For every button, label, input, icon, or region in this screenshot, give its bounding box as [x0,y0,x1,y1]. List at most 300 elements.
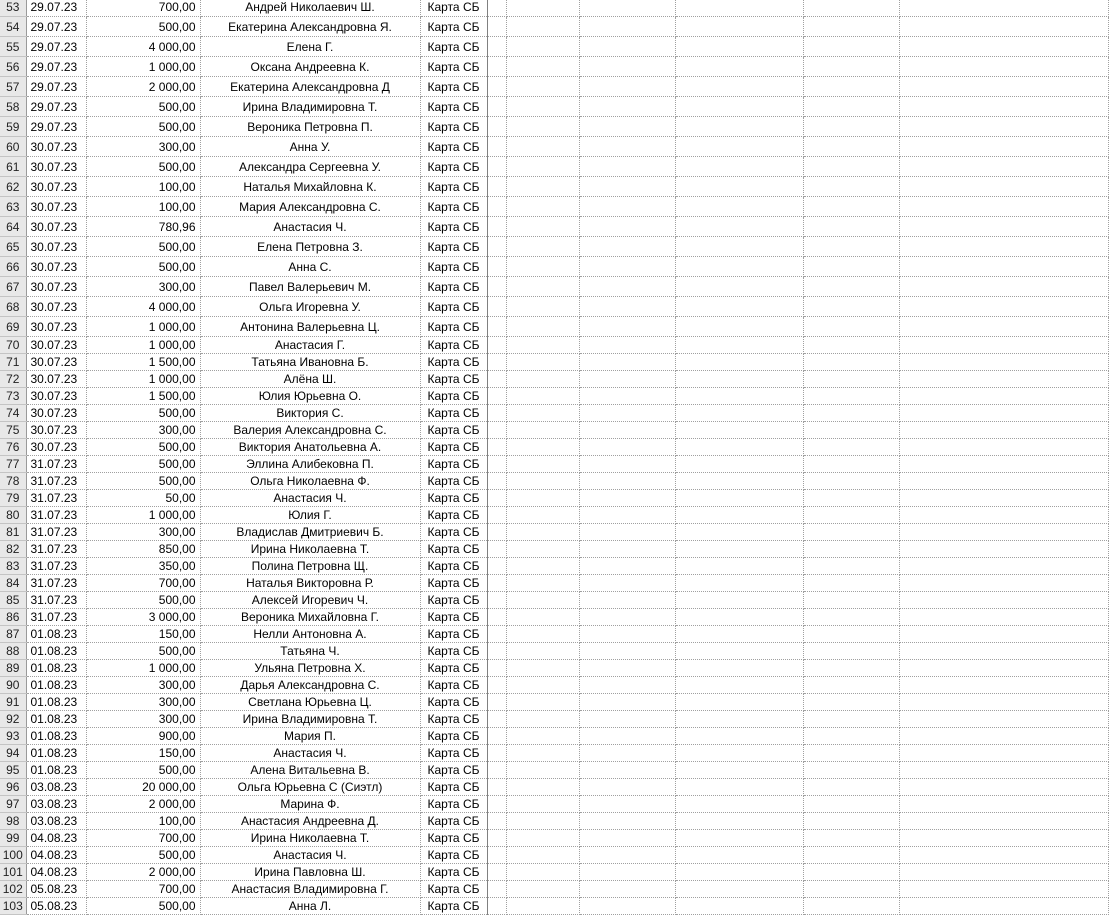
empty-cell[interactable] [506,388,579,405]
empty-cell[interactable] [487,490,506,507]
cell-date[interactable]: 30.07.23 [26,277,86,297]
empty-cell[interactable] [506,779,579,796]
empty-cell[interactable] [579,490,675,507]
empty-cell[interactable] [506,592,579,609]
empty-cell[interactable] [675,473,803,490]
row-header[interactable]: 55 [0,37,26,57]
cell-donor-name[interactable]: Нелли Антоновна А. [200,626,420,643]
empty-cell[interactable] [675,57,803,77]
cell-payment-method[interactable]: Карта СБ [420,422,487,439]
empty-cell[interactable] [899,197,1108,217]
empty-cell[interactable] [506,643,579,660]
cell-date[interactable]: 05.08.23 [26,898,86,915]
empty-cell[interactable] [579,117,675,137]
empty-cell[interactable] [899,157,1108,177]
cell-donor-name[interactable]: Анастасия Ч. [200,745,420,762]
cell-payment-method[interactable]: Карта СБ [420,405,487,422]
row-header[interactable]: 74 [0,405,26,422]
empty-cell[interactable] [579,237,675,257]
empty-cell[interactable] [899,0,1108,17]
empty-cell[interactable] [899,490,1108,507]
cell-amount[interactable]: 500,00 [86,405,200,422]
empty-cell[interactable] [803,439,899,456]
cell-donor-name[interactable]: Валерия Александровна С. [200,422,420,439]
empty-cell[interactable] [675,97,803,117]
empty-cell[interactable] [506,864,579,881]
cell-donor-name[interactable]: Анна С. [200,257,420,277]
empty-cell[interactable] [899,57,1108,77]
empty-cell[interactable] [579,898,675,915]
cell-date[interactable]: 01.08.23 [26,677,86,694]
cell-payment-method[interactable]: Карта СБ [420,541,487,558]
cell-date[interactable]: 30.07.23 [26,157,86,177]
empty-cell[interactable] [899,388,1108,405]
cell-date[interactable]: 30.07.23 [26,197,86,217]
cell-date[interactable]: 30.07.23 [26,354,86,371]
cell-donor-name[interactable]: Владислав Дмитриевич Б. [200,524,420,541]
row-header[interactable]: 58 [0,97,26,117]
cell-amount[interactable]: 500,00 [86,456,200,473]
cell-amount[interactable]: 1 000,00 [86,660,200,677]
empty-cell[interactable] [675,847,803,864]
empty-cell[interactable] [487,456,506,473]
empty-cell[interactable] [803,660,899,677]
row-header[interactable]: 73 [0,388,26,405]
cell-payment-method[interactable]: Карта СБ [420,490,487,507]
empty-cell[interactable] [506,762,579,779]
cell-amount[interactable]: 500,00 [86,237,200,257]
empty-cell[interactable] [675,197,803,217]
empty-cell[interactable] [899,847,1108,864]
empty-cell[interactable] [675,317,803,337]
cell-payment-method[interactable]: Карта СБ [420,0,487,17]
empty-cell[interactable] [579,575,675,592]
empty-cell[interactable] [487,277,506,297]
empty-cell[interactable] [487,337,506,354]
empty-cell[interactable] [487,898,506,915]
cell-amount[interactable]: 850,00 [86,541,200,558]
cell-payment-method[interactable]: Карта СБ [420,317,487,337]
empty-cell[interactable] [803,813,899,830]
cell-amount[interactable]: 100,00 [86,813,200,830]
empty-cell[interactable] [899,297,1108,317]
empty-cell[interactable] [675,37,803,57]
cell-payment-method[interactable]: Карта СБ [420,371,487,388]
empty-cell[interactable] [803,898,899,915]
empty-cell[interactable] [506,137,579,157]
empty-cell[interactable] [579,728,675,745]
empty-cell[interactable] [506,197,579,217]
empty-cell[interactable] [803,779,899,796]
cell-donor-name[interactable]: Екатерина Александровна Я. [200,17,420,37]
empty-cell[interactable] [675,257,803,277]
cell-amount[interactable]: 4 000,00 [86,37,200,57]
cell-date[interactable]: 31.07.23 [26,456,86,473]
empty-cell[interactable] [487,626,506,643]
empty-cell[interactable] [675,354,803,371]
empty-cell[interactable] [675,779,803,796]
cell-date[interactable]: 05.08.23 [26,881,86,898]
empty-cell[interactable] [506,609,579,626]
cell-donor-name[interactable]: Ирина Владимировна Т. [200,711,420,728]
cell-date[interactable]: 01.08.23 [26,728,86,745]
empty-cell[interactable] [487,137,506,157]
empty-cell[interactable] [579,762,675,779]
empty-cell[interactable] [506,796,579,813]
empty-cell[interactable] [506,558,579,575]
cell-amount[interactable]: 500,00 [86,257,200,277]
cell-date[interactable]: 31.07.23 [26,524,86,541]
empty-cell[interactable] [487,524,506,541]
empty-cell[interactable] [487,609,506,626]
row-header[interactable]: 57 [0,77,26,97]
empty-cell[interactable] [487,847,506,864]
cell-donor-name[interactable]: Вероника Михайловна Г. [200,609,420,626]
cell-amount[interactable]: 500,00 [86,762,200,779]
empty-cell[interactable] [899,473,1108,490]
empty-cell[interactable] [803,388,899,405]
empty-cell[interactable] [675,813,803,830]
empty-cell[interactable] [803,847,899,864]
empty-cell[interactable] [899,575,1108,592]
row-header[interactable]: 76 [0,439,26,456]
cell-payment-method[interactable]: Карта СБ [420,575,487,592]
cell-donor-name[interactable]: Алена Витальевна В. [200,762,420,779]
cell-donor-name[interactable]: Анастасия Ч. [200,847,420,864]
cell-donor-name[interactable]: Анна У. [200,137,420,157]
empty-cell[interactable] [803,371,899,388]
empty-cell[interactable] [487,371,506,388]
cell-amount[interactable]: 700,00 [86,881,200,898]
empty-cell[interactable] [675,277,803,297]
empty-cell[interactable] [579,660,675,677]
cell-payment-method[interactable]: Карта СБ [420,97,487,117]
cell-donor-name[interactable]: Анастасия Андреевна Д. [200,813,420,830]
cell-donor-name[interactable]: Наталья Викторовна Р. [200,575,420,592]
empty-cell[interactable] [675,371,803,388]
empty-cell[interactable] [803,592,899,609]
empty-cell[interactable] [675,524,803,541]
cell-date[interactable]: 29.07.23 [26,37,86,57]
cell-payment-method[interactable]: Карта СБ [420,354,487,371]
empty-cell[interactable] [506,660,579,677]
cell-donor-name[interactable]: Ирина Владимировна Т. [200,97,420,117]
cell-donor-name[interactable]: Анастасия Владимировна Г. [200,881,420,898]
cell-amount[interactable]: 150,00 [86,626,200,643]
cell-donor-name[interactable]: Татьяна Ивановна Б. [200,354,420,371]
empty-cell[interactable] [487,117,506,137]
row-header[interactable]: 79 [0,490,26,507]
empty-cell[interactable] [579,507,675,524]
empty-cell[interactable] [675,592,803,609]
empty-cell[interactable] [899,779,1108,796]
cell-amount[interactable]: 300,00 [86,711,200,728]
empty-cell[interactable] [579,745,675,762]
empty-cell[interactable] [579,371,675,388]
empty-cell[interactable] [675,439,803,456]
empty-cell[interactable] [506,57,579,77]
empty-cell[interactable] [487,217,506,237]
empty-cell[interactable] [506,745,579,762]
empty-cell[interactable] [675,456,803,473]
empty-cell[interactable] [675,609,803,626]
empty-cell[interactable] [487,257,506,277]
cell-amount[interactable]: 20 000,00 [86,779,200,796]
empty-cell[interactable] [899,677,1108,694]
empty-cell[interactable] [675,541,803,558]
row-header[interactable]: 67 [0,277,26,297]
empty-cell[interactable] [487,77,506,97]
row-header[interactable]: 101 [0,864,26,881]
empty-cell[interactable] [803,728,899,745]
cell-payment-method[interactable]: Карта СБ [420,177,487,197]
cell-donor-name[interactable]: Александра Сергеевна У. [200,157,420,177]
empty-cell[interactable] [506,177,579,197]
row-header[interactable]: 103 [0,898,26,915]
cell-payment-method[interactable]: Карта СБ [420,117,487,137]
empty-cell[interactable] [579,217,675,237]
empty-cell[interactable] [675,490,803,507]
empty-cell[interactable] [675,405,803,422]
empty-cell[interactable] [579,317,675,337]
cell-payment-method[interactable]: Карта СБ [420,813,487,830]
empty-cell[interactable] [579,609,675,626]
empty-cell[interactable] [675,677,803,694]
empty-cell[interactable] [803,694,899,711]
row-header[interactable]: 69 [0,317,26,337]
row-header[interactable]: 61 [0,157,26,177]
cell-amount[interactable]: 500,00 [86,847,200,864]
row-header[interactable]: 70 [0,337,26,354]
empty-cell[interactable] [579,388,675,405]
empty-cell[interactable] [675,728,803,745]
empty-cell[interactable] [675,117,803,137]
empty-cell[interactable] [579,439,675,456]
cell-date[interactable]: 03.08.23 [26,813,86,830]
empty-cell[interactable] [506,97,579,117]
row-header[interactable]: 96 [0,779,26,796]
empty-cell[interactable] [579,456,675,473]
empty-cell[interactable] [803,317,899,337]
empty-cell[interactable] [675,864,803,881]
cell-donor-name[interactable]: Ольга Юрьевна С (Сиэтл) [200,779,420,796]
empty-cell[interactable] [506,237,579,257]
cell-amount[interactable]: 1 000,00 [86,337,200,354]
empty-cell[interactable] [803,97,899,117]
empty-cell[interactable] [803,257,899,277]
empty-cell[interactable] [579,847,675,864]
cell-payment-method[interactable]: Карта СБ [420,609,487,626]
empty-cell[interactable] [506,626,579,643]
empty-cell[interactable] [675,337,803,354]
empty-cell[interactable] [899,507,1108,524]
empty-cell[interactable] [899,422,1108,439]
row-header[interactable]: 87 [0,626,26,643]
empty-cell[interactable] [579,57,675,77]
cell-payment-method[interactable]: Карта СБ [420,847,487,864]
empty-cell[interactable] [899,762,1108,779]
empty-cell[interactable] [675,745,803,762]
empty-cell[interactable] [487,317,506,337]
empty-cell[interactable] [899,237,1108,257]
cell-amount[interactable]: 500,00 [86,17,200,37]
empty-cell[interactable] [506,524,579,541]
cell-payment-method[interactable]: Карта СБ [420,864,487,881]
empty-cell[interactable] [803,77,899,97]
cell-payment-method[interactable]: Карта СБ [420,507,487,524]
cell-payment-method[interactable]: Карта СБ [420,711,487,728]
cell-amount[interactable]: 1 500,00 [86,354,200,371]
cell-date[interactable]: 01.08.23 [26,745,86,762]
empty-cell[interactable] [487,762,506,779]
cell-donor-name[interactable]: Ирина Николаевна Т. [200,830,420,847]
empty-cell[interactable] [675,388,803,405]
cell-date[interactable]: 31.07.23 [26,558,86,575]
cell-amount[interactable]: 150,00 [86,745,200,762]
empty-cell[interactable] [487,197,506,217]
row-header[interactable]: 85 [0,592,26,609]
row-header[interactable]: 81 [0,524,26,541]
empty-cell[interactable] [579,37,675,57]
empty-cell[interactable] [803,237,899,257]
cell-payment-method[interactable]: Карта СБ [420,779,487,796]
empty-cell[interactable] [899,524,1108,541]
empty-cell[interactable] [803,711,899,728]
row-header[interactable]: 77 [0,456,26,473]
empty-cell[interactable] [803,17,899,37]
empty-cell[interactable] [803,337,899,354]
cell-payment-method[interactable]: Карта СБ [420,197,487,217]
empty-cell[interactable] [899,257,1108,277]
empty-cell[interactable] [487,17,506,37]
empty-cell[interactable] [675,626,803,643]
cell-amount[interactable]: 700,00 [86,575,200,592]
empty-cell[interactable] [579,157,675,177]
empty-cell[interactable] [506,217,579,237]
cell-date[interactable]: 30.07.23 [26,237,86,257]
empty-cell[interactable] [506,677,579,694]
empty-cell[interactable] [899,137,1108,157]
cell-date[interactable]: 30.07.23 [26,337,86,354]
empty-cell[interactable] [579,405,675,422]
cell-amount[interactable]: 2 000,00 [86,796,200,813]
cell-donor-name[interactable]: Анна Л. [200,898,420,915]
empty-cell[interactable] [803,456,899,473]
cell-payment-method[interactable]: Карта СБ [420,677,487,694]
cell-amount[interactable]: 1 000,00 [86,507,200,524]
cell-donor-name[interactable]: Ольга Игоревна У. [200,297,420,317]
cell-amount[interactable]: 300,00 [86,694,200,711]
cell-amount[interactable]: 4 000,00 [86,297,200,317]
cell-donor-name[interactable]: Юлия Г. [200,507,420,524]
row-header[interactable]: 98 [0,813,26,830]
empty-cell[interactable] [803,507,899,524]
cell-payment-method[interactable]: Карта СБ [420,439,487,456]
cell-date[interactable]: 30.07.23 [26,371,86,388]
row-header[interactable]: 62 [0,177,26,197]
cell-payment-method[interactable]: Карта СБ [420,592,487,609]
empty-cell[interactable] [506,77,579,97]
empty-cell[interactable] [899,117,1108,137]
cell-donor-name[interactable]: Анастасия Ч. [200,217,420,237]
cell-payment-method[interactable]: Карта СБ [420,694,487,711]
row-header[interactable]: 59 [0,117,26,137]
empty-cell[interactable] [899,77,1108,97]
empty-cell[interactable] [506,117,579,137]
empty-cell[interactable] [487,439,506,456]
empty-cell[interactable] [579,197,675,217]
cell-payment-method[interactable]: Карта СБ [420,17,487,37]
row-header[interactable]: 56 [0,57,26,77]
cell-amount[interactable]: 2 000,00 [86,77,200,97]
empty-cell[interactable] [803,137,899,157]
empty-cell[interactable] [487,677,506,694]
empty-cell[interactable] [506,473,579,490]
cell-amount[interactable]: 500,00 [86,473,200,490]
empty-cell[interactable] [899,745,1108,762]
empty-cell[interactable] [803,37,899,57]
empty-cell[interactable] [506,297,579,317]
empty-cell[interactable] [506,257,579,277]
empty-cell[interactable] [579,541,675,558]
empty-cell[interactable] [579,694,675,711]
empty-cell[interactable] [506,277,579,297]
cell-donor-name[interactable]: Антонина Валерьевна Ц. [200,317,420,337]
cell-payment-method[interactable]: Карта СБ [420,237,487,257]
empty-cell[interactable] [487,422,506,439]
cell-donor-name[interactable]: Оксана Андреевна К. [200,57,420,77]
empty-cell[interactable] [675,694,803,711]
empty-cell[interactable] [487,57,506,77]
empty-cell[interactable] [803,422,899,439]
cell-amount[interactable]: 500,00 [86,643,200,660]
empty-cell[interactable] [899,558,1108,575]
empty-cell[interactable] [579,558,675,575]
empty-cell[interactable] [803,524,899,541]
cell-amount[interactable]: 300,00 [86,422,200,439]
empty-cell[interactable] [803,297,899,317]
cell-amount[interactable]: 780,96 [86,217,200,237]
empty-cell[interactable] [803,354,899,371]
empty-cell[interactable] [579,524,675,541]
empty-cell[interactable] [803,277,899,297]
empty-cell[interactable] [675,881,803,898]
cell-payment-method[interactable]: Карта СБ [420,898,487,915]
cell-amount[interactable]: 500,00 [86,117,200,137]
empty-cell[interactable] [487,779,506,796]
empty-cell[interactable] [487,97,506,117]
row-header[interactable]: 91 [0,694,26,711]
cell-donor-name[interactable]: Наталья Михайловна К. [200,177,420,197]
empty-cell[interactable] [487,864,506,881]
empty-cell[interactable] [506,157,579,177]
empty-cell[interactable] [675,660,803,677]
row-header[interactable]: 97 [0,796,26,813]
cell-donor-name[interactable]: Юлия Юрьевна О. [200,388,420,405]
cell-date[interactable]: 31.07.23 [26,592,86,609]
cell-date[interactable]: 03.08.23 [26,779,86,796]
empty-cell[interactable] [675,157,803,177]
empty-cell[interactable] [506,0,579,17]
cell-date[interactable]: 30.07.23 [26,317,86,337]
cell-donor-name[interactable]: Полина Петровна Щ. [200,558,420,575]
empty-cell[interactable] [487,830,506,847]
empty-cell[interactable] [803,745,899,762]
cell-payment-method[interactable]: Карта СБ [420,137,487,157]
empty-cell[interactable] [675,711,803,728]
cell-payment-method[interactable]: Карта СБ [420,277,487,297]
cell-payment-method[interactable]: Карта СБ [420,297,487,317]
